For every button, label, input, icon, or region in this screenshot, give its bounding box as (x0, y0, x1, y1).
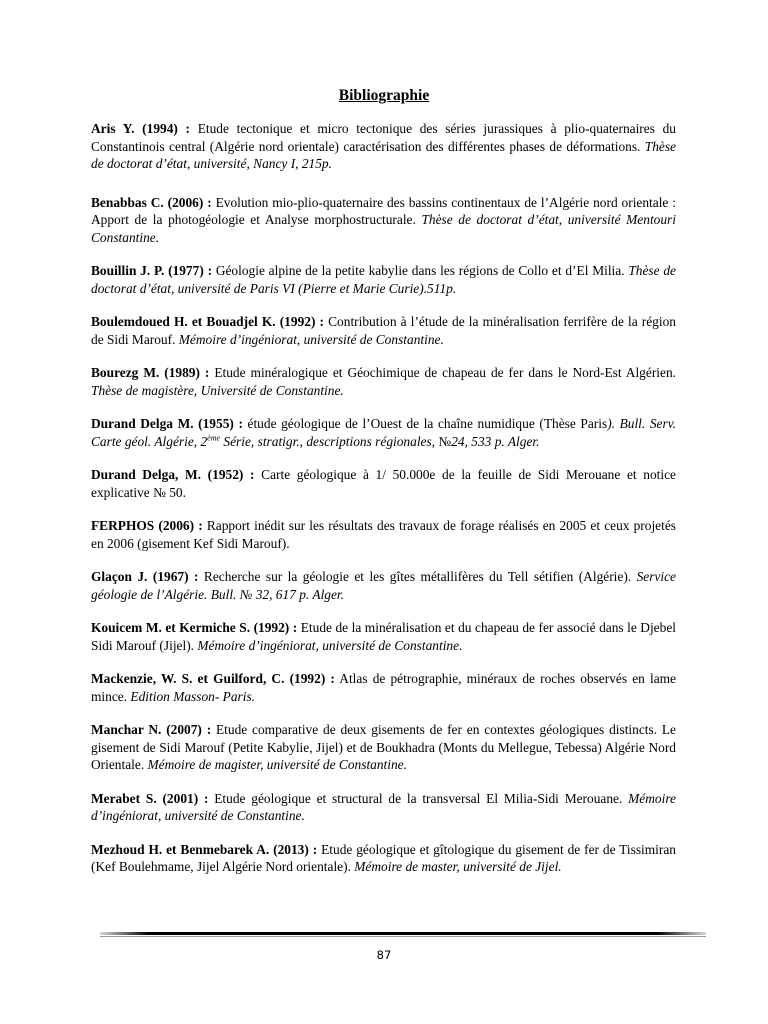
bibliography-entry (91, 568, 676, 603)
entry-text-cont: , № (431, 433, 452, 449)
entry-author: Aris Y. (1994) : (91, 121, 191, 136)
entry-author: Bourezg M. (1989) : (91, 365, 210, 380)
entry-text: Etude de la minéralisation et du chapeau de fer associé dans le Djebel Sidi Marouf (Jijel). (91, 620, 676, 653)
entry-text: Géologie alpine de la petite kabylie dans les régions de Collo et d’El Milia. (212, 263, 629, 278)
bibliography-entry (91, 120, 676, 173)
bibliography-entry (91, 517, 676, 552)
bibliography-entry (91, 262, 676, 297)
entry-text: Etude géologique et gîtologique du gisement de fer de Tissimiran (Kef Boulehmame, Jijel Algérie Nord orientale). (91, 841, 676, 874)
entry-source-end: 24, 533 p. Alger. (451, 433, 540, 449)
entry-superscript: ème (207, 433, 221, 443)
bibliography-list (91, 120, 676, 876)
page-number: 87 (376, 948, 392, 962)
footer-divider-thin (100, 936, 706, 937)
bibliography-entry (91, 619, 676, 654)
entry-source: Mémoire d’ingéniorat, université de Constantine. (91, 790, 676, 823)
bibliography-entry (91, 313, 676, 348)
entry-author: Glaçon J. (1967) : (91, 569, 199, 584)
entry-source: Thèse de doctorat d’état, université, Nancy I, 215p. (91, 138, 676, 171)
bibliography-entry (91, 415, 676, 450)
entry-text: Etude minéralogique et Géochimique de chapeau de fer dans le Nord-Est Algérien. (209, 365, 676, 380)
entry-source: Mémoire de master, université de Jijel. (354, 859, 562, 874)
entry-text: Carte géologique à 1/ 50.000e de la feuille de Sidi Merouane et notice explicative № 50. (91, 467, 676, 500)
entry-author: Mezhoud H. et Benmebarek A. (2013) : (91, 841, 318, 857)
entry-text: Etude comparative de deux gisements de fer en contextes géologiques distincts. Le gisement de Sidi Marouf (Petite Kabylie, Jijel) et de Boukhadra (Monts du Mellegue, Tebessa) Algérie Nord Orientale. (91, 722, 676, 772)
entry-text: Etude tectonique et micro tectonique des séries jurassiques à plio-quaternaires du Constantinois central (Algérie nord orientale) caractérisation des différentes phases de déformations. (91, 121, 676, 154)
entry-source: Thèse de magistère, Université de Constantine. (91, 382, 344, 398)
entry-source: Mémoire d’ingéniorat, université de Constantine. (178, 331, 444, 347)
page-title: Bibliographie (338, 87, 430, 104)
entry-source: ). Bull. Serv. Carte géol. Algérie, 2 (91, 416, 676, 449)
entry-source: Thèse de doctorat d’état, université de Paris VI (Pierre et Marie Curie).511p. (91, 263, 677, 296)
entry-text: étude géologique de l’Ouest de la chaîne numidique (Thèse Paris (242, 416, 608, 431)
bibliography-entry (91, 466, 676, 501)
bibliography-entry (91, 194, 676, 247)
entry-author: Merabet S. (2001) : (91, 790, 209, 806)
entry-text: Recherche sur la géologie et les gîtes métallifères du Tell sétifien (Algérie). (198, 569, 637, 584)
entry-source: Thèse de doctorat d’état, université Mentouri Constantine. (91, 212, 676, 245)
entry-text: Evolution mio-plio-quaternaire des bassins continentaux de l’Algérie nord orientale : Apport de la photogéologie et Analyse morphostructurale. (91, 194, 676, 227)
entry-text: Rapport inédit sur les résultats des travaux de forage réalisés en 2005 et ceux projetés en 2006 (gisement Kef Sidi Marouf). (91, 518, 676, 551)
entry-author: Durand Delga, M. (1952) : (91, 467, 255, 482)
entry-author: Manchar N. (2007) : (91, 722, 212, 737)
entry-author: Kouicem M. et Kermiche S. (1992) : (91, 620, 298, 635)
entry-author: Bouillin J. P. (1977) : (91, 263, 213, 278)
footer-divider (100, 932, 706, 935)
bibliography-entry (91, 721, 676, 774)
entry-text: Atlas de pétrographie, minéraux de roches observés en lame mince. (91, 671, 676, 704)
entry-source: Service géologie de l’Algérie. Bull. № 32, 617 p. Alger. (91, 569, 676, 602)
entry-source: Mémoire d’ingéniorat, université de Constantine. (197, 637, 463, 653)
bibliography-entry (91, 841, 676, 876)
entry-text: Contribution à l’étude de la minéralisation ferrifère de la région de Sidi Marouf. (91, 314, 676, 347)
entry-source: Mémoire de magister, université de Constantine. (147, 757, 407, 772)
entry-text: Etude géologique et structural de la transversal El Milia-Sidi Merouane. (208, 790, 629, 806)
entry-author: Durand Delga M. (1955) : (91, 416, 243, 431)
entry-source-cont: Série, stratigr., descriptions régionales (220, 433, 432, 449)
bibliography-entry (91, 364, 676, 399)
bibliography-entry (91, 790, 676, 825)
entry-author: Mackenzie, W. S. et Guilford, C. (1992) : (91, 671, 335, 686)
entry-author: Benabbas C. (2006) : (91, 194, 212, 210)
entry-author: FERPHOS (2006) : (91, 518, 203, 533)
entry-author: Boulemdoued H. et Bouadjel K. (1992) : (91, 314, 324, 329)
entry-source: Edition Masson- Paris. (130, 688, 256, 704)
bibliography-entry (91, 670, 676, 705)
